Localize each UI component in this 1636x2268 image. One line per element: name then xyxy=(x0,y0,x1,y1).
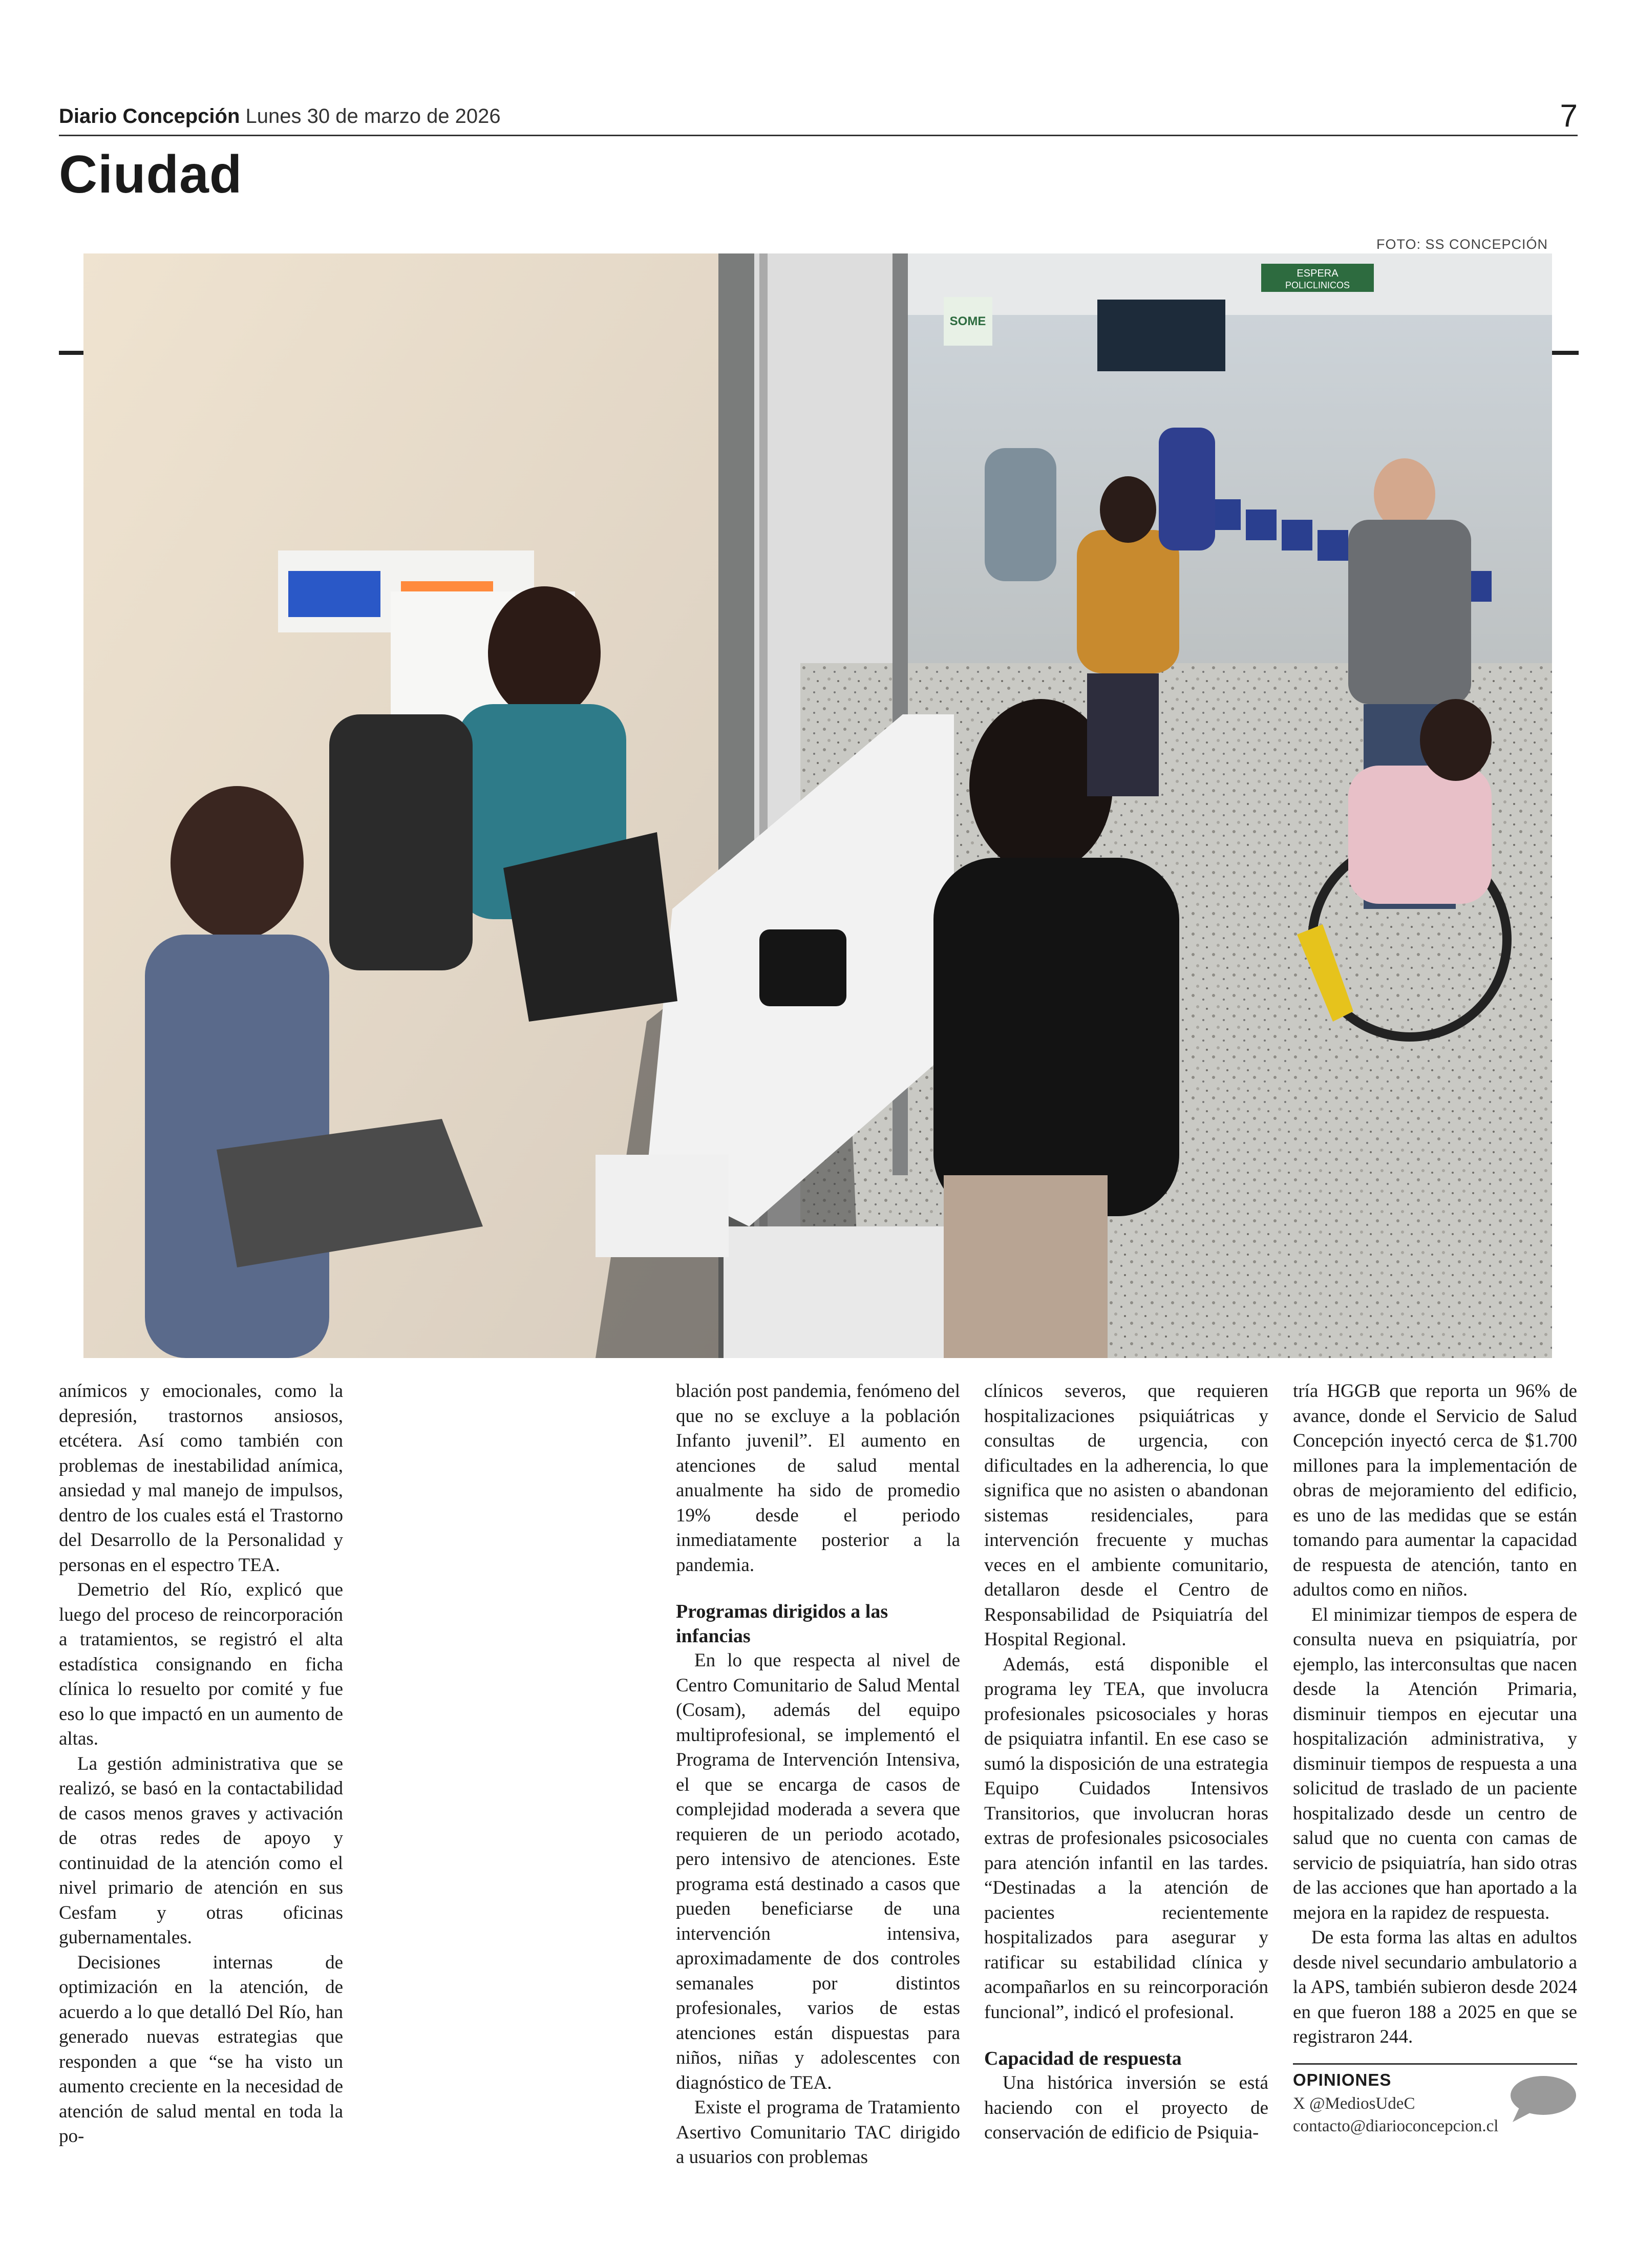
policlinicos-sign-text: POLICLINICOS xyxy=(1285,280,1350,290)
opinions-box xyxy=(1293,2068,1577,2138)
subheading: Programas dirigidos a las infancias xyxy=(676,1601,888,1647)
paragraph: blación post pandemia, fenómeno del que no se excluye a la población Infanto juvenil”. El aumento en atenciones de salud mental anualmente ha sido de promedio 19% desde el periodo inmediatamente posterior a la pandemia. xyxy=(676,1381,960,1576)
paragraph: Existe el programa de Tratamiento Asertivo Comunitario TAC dirigido a usuarios con problemas xyxy=(676,2097,960,2168)
article-column-3 xyxy=(984,1379,1268,2146)
paragraph: En lo que respecta al nivel de Centro Comunitario de Salud Mental (Cosam), además del equipo multiprofesional, se implementó el Programa de Intervención Intensiva, el que se encarga de casos de complejidad moderada a severa que requieren de un periodo acotado, pero intensivo de atenciones. Este programa está destinado a casos que pueden beneficiarse de una intervención intensiva, aproximadamente de dos controles semanales por distintos profesionales, varios de estas atenciones están dispuestas para niños, niñas y adolescentes con diagnóstico de TEA. xyxy=(676,1650,960,2093)
paragraph: Además, está disponible el programa ley TEA, que involucra profesionales psicosociales y horas de psiquiatra infantil. En ese caso se sumó la disposición de una estrategia Equipo Cuidados Intensivos Transitorios, que involucran horas extras de profesionales psicosociales para atención infantil en las tardes. “Destinadas a la atención de pacientes recientemente hospitalizados para asegurar y ratificar su estabilidad clínica y acompañarlos en su reincorporación funcional”, indicó el profesional. xyxy=(984,1654,1268,2023)
paragraph: El minimizar tiempos de espera de consulta nueva en psiquiatría, por ejemplo, las interconsultas que nacen desde la Atención Primaria, disminuir tiempos en ejecutar una hospitalización administrativa, y disminuir tiempos de respuesta a una solicitud de traslado de un paciente hospitalizado desde un centro de salud que no cuenta con camas de servicio de psiquiatría, han sido otras de las acciones que han aportado a la mejora en la rapidez de respuesta. xyxy=(1293,1604,1577,1923)
right-rule-tick xyxy=(1552,351,1579,355)
paper-name: Diario Concepción xyxy=(59,105,240,128)
header-rule xyxy=(59,135,1578,136)
paragraph: anímicos y emocionales, como la depresión, trastornos ansiosos, etcétera. Así como también con problemas de inestabilidad anímica, ansiedad y mal manejo de impulsos, dentro de los cuales está el Trastorno del Desarrollo de la Personalidad y personas en el espectro TEA. xyxy=(59,1381,343,1576)
speech-bubble-icon xyxy=(1505,2073,1577,2124)
paragraph: De esta forma las altas en adultos desde nivel secundario ambulatorio a la APS, también subieron desde 2024 en que fueron 188 a 2025 en que se registraron 244. xyxy=(1293,1927,1577,2047)
masthead xyxy=(59,98,1578,134)
paragraph: Una histórica inversión se está haciendo con el proyecto de conservación de edificio de Psiquia- xyxy=(984,2072,1268,2143)
social-handle[interactable]: X @MediosUdeC xyxy=(1293,2094,1415,2113)
subheading: Capacidad de respuesta xyxy=(984,2048,1182,2069)
opinions-title: OPINIONES xyxy=(1293,2070,1392,2089)
photo-credit: FOTO: SS CONCEPCIÓN xyxy=(1376,237,1548,252)
opinions-rule xyxy=(1293,2063,1577,2065)
article-column-4 xyxy=(1293,1379,1577,2137)
paragraph: clínicos severos, que requieren hospitalizaciones psiquiátricas y consultas de urgencia, con dificultades en la adherencia, lo que significa que no asisten o abandonan sistemas residenciales, para intervención frecuente y muchas veces en el ambiente comunitario, detallaron desde el Centro de Responsabilidad de Psiquiatría del Hospital Regional. xyxy=(984,1381,1268,1650)
page-number: 7 xyxy=(1560,98,1578,134)
paragraph: Demetrio del Río, explicó que luego del proceso de reincorporación a tratamientos, se registró el alta estadística consignando en ficha clínica lo resuelto por comité y fue eso lo que impactó en un aumento de altas. xyxy=(59,1579,343,1749)
tv-screen xyxy=(1097,300,1225,371)
left-rule-tick xyxy=(59,351,86,355)
espera-sign-text: ESPERA xyxy=(1297,268,1338,279)
issue-date: Lunes 30 de marzo de 2026 xyxy=(245,105,501,128)
section-title: Ciudad xyxy=(59,145,243,204)
paragraph: Decisiones internas de optimización en la atención, de acuerdo a lo que detalló Del Río, han generado nuevas estrategias que responden a que “se ha visto un aumento creciente en la necesidad de atención de salud mental en toda la po- xyxy=(59,1952,343,2147)
paragraph: tría HGGB que reporta un 96% de avance, donde el Servicio de Salud Concepción inyectó cerca de $1.700 millones para la implementación de obras de mejoramiento del edificio, es uno de las medidas que se están tomando para aumentar la capacidad de respuesta de atención, tanto en adultos como en niños. xyxy=(1293,1381,1577,1600)
article-column-2 xyxy=(676,1379,960,2170)
contact-email[interactable]: contacto@diarioconcepcion.cl xyxy=(1293,2117,1499,2135)
article-column-1 xyxy=(59,1379,343,2149)
some-sign-text: SOME xyxy=(949,314,986,328)
hospital-counter-photo xyxy=(83,253,1552,1358)
paragraph: La gestión administrativa que se realizó, se basó en la contactabilidad de casos menos graves y activación de otras redes de apoyo y continuidad de la atención como el nivel primario de atención en sus Cesfam y otras oficinas gubernamentales. xyxy=(59,1753,343,1948)
